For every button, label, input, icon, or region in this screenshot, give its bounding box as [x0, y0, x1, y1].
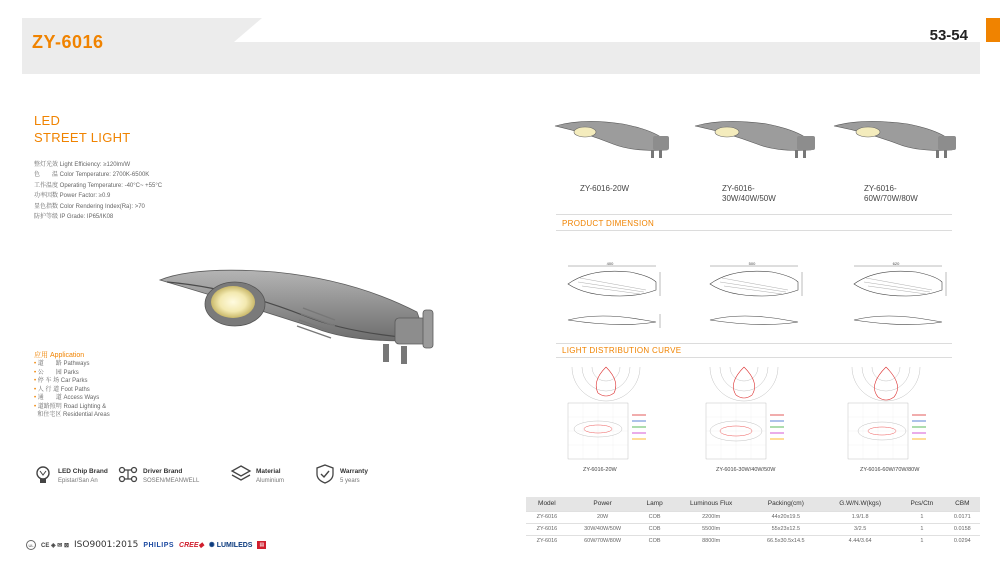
- dimension-drawing-30-50w: [702, 262, 812, 332]
- table-cell: ZY-6016: [526, 523, 568, 535]
- variant-caption-60-80w: ZY-6016- 60W/70W/80W: [864, 184, 918, 203]
- table-cell: 30W/40W/50W: [568, 523, 638, 535]
- table-cell: 66.5x30.5x14.5: [750, 535, 821, 547]
- dimension-drawing-20w: [560, 262, 668, 332]
- spec-item: 工作温度 Operating Temperature: -40°C~ +55°C: [34, 182, 163, 189]
- model-title: ZY-6016: [32, 32, 104, 52]
- dimension-label: 400: [606, 262, 614, 266]
- application-item: • 公 园 Parks: [34, 369, 79, 376]
- application-title: 应用 Application: [34, 352, 85, 359]
- table-header-cell: Pcs/Ctn: [899, 497, 944, 511]
- spec-list: [34, 160, 162, 222]
- feature-label: LED Chip Brand: [58, 468, 108, 475]
- light-distribution-curve-60-80w: [842, 363, 942, 463]
- section-title-curve: LIGHT DISTRIBUTION CURVE: [562, 346, 682, 355]
- light-distribution-curve-30-50w: [700, 363, 800, 463]
- feature-label: Warranty: [340, 468, 368, 475]
- application-item: • 道 路 Pathways: [34, 361, 90, 367]
- feature-value: 5 years: [340, 478, 360, 484]
- dimension-label: 500: [748, 262, 756, 266]
- curve-caption: ZY-6016-20W: [583, 467, 617, 473]
- table-cell: 1: [899, 511, 944, 523]
- application-item: • 通 道 Access Ways: [34, 395, 100, 401]
- divider-line: [556, 214, 952, 215]
- table-cell: 60W/70W/80W: [568, 535, 638, 547]
- table-cell: 5500lm: [672, 523, 751, 535]
- variant-30-50w-image: [693, 118, 821, 164]
- table-header-cell: Luminous Flux: [672, 497, 751, 511]
- brand-philips-logo: PHILIPS: [143, 541, 175, 549]
- led-chip-icon: [32, 463, 54, 485]
- street-light-main-image: [155, 266, 440, 376]
- feature-value: SOSEN/MEANWELL: [143, 478, 200, 484]
- page-number: 53-54: [929, 27, 968, 44]
- variant-60-80w-image: [832, 118, 962, 164]
- table-cell: 1: [899, 523, 944, 535]
- product-type-line2: STREET LIGHT: [34, 130, 131, 145]
- dimension-drawing-60-80w: [846, 262, 956, 332]
- brand-lumileds-logo: ✺ LUMILEDS: [208, 542, 253, 549]
- spec-table: [526, 497, 980, 547]
- table-cell: 20W: [568, 511, 638, 523]
- table-header-cell: Model: [526, 497, 568, 511]
- table-row: [526, 511, 980, 523]
- ce-rohs-marks-icon: CE ◈ ✉ ⊠: [41, 542, 70, 549]
- table-cell: COB: [637, 511, 671, 523]
- table-row: [526, 535, 980, 547]
- application-item: • 停 车 场 Car Parks: [34, 378, 88, 384]
- table-cell: 0.0158: [945, 523, 980, 535]
- table-cell: 0.0171: [945, 511, 980, 523]
- page-tab-marker: [986, 18, 1000, 42]
- feature-value: Epistar/San An: [58, 478, 98, 484]
- variant-20w-image: [553, 118, 673, 164]
- table-cell: 3/2.5: [821, 523, 899, 535]
- curve-caption: ZY-6016-30W/40W/50W: [716, 467, 776, 473]
- table-header-row: [526, 497, 980, 511]
- table-cell: COB: [637, 535, 671, 547]
- spec-item: 显色指数 Color Rendering Index(Ra): >70: [34, 203, 145, 210]
- driver-icon: [117, 463, 139, 485]
- spec-item: 色 温 Color Temperature: 2700K-6500K: [34, 172, 150, 179]
- curve-caption: ZY-6016-60W/70W/80W: [860, 467, 920, 473]
- application-list: [34, 360, 110, 420]
- table-cell: COB: [637, 523, 671, 535]
- ul-mark-icon: UL: [26, 540, 36, 550]
- warranty-shield-icon: [314, 463, 336, 485]
- table-cell: 1.9/1.8: [821, 511, 899, 523]
- table-cell: 0.0294: [945, 535, 980, 547]
- brand-box-logo: ▤: [259, 542, 265, 548]
- light-distribution-curve-20w: [562, 363, 662, 463]
- product-type-line1: LED: [34, 113, 61, 128]
- iso-certification: ISO9001:2015: [74, 540, 139, 550]
- application-item: • 人 行 道 Foot Paths: [34, 386, 90, 393]
- variant-caption-30-50w: ZY-6016- 30W/40W/50W: [722, 184, 776, 203]
- table-cell: 1: [899, 535, 944, 547]
- feature-label: Driver Brand: [143, 468, 183, 475]
- brand-cree-logo: CREE◆: [179, 542, 204, 549]
- section-title-dimension: PRODUCT DIMENSION: [562, 219, 655, 228]
- table-header-cell: G.W/N.W(kgs): [821, 497, 899, 511]
- table-row: [526, 523, 980, 535]
- table-cell: 55x23x12.5: [750, 523, 821, 535]
- spec-item: 功率因数 Power Factor: ≥0.9: [34, 193, 111, 200]
- divider-line: [556, 343, 952, 344]
- table-cell: 2200lm: [672, 511, 751, 523]
- header-cutout: [234, 18, 980, 42]
- table-header-cell: Lamp: [637, 497, 671, 511]
- dimension-label: 620: [892, 262, 900, 266]
- table-cell: 8800lm: [672, 535, 751, 547]
- application-item: • 道路照明 Road Lighting &: [34, 403, 107, 410]
- application-item: 和住宅区 Residential Areas: [37, 412, 110, 418]
- table-cell: 4.44/3.64: [821, 535, 899, 547]
- table-header-cell: Packing(cm): [750, 497, 821, 511]
- certification-row: [26, 538, 266, 552]
- table-cell: ZY-6016: [526, 535, 568, 547]
- table-cell: 44x20x19.5: [750, 511, 821, 523]
- material-layers-icon: [230, 463, 252, 485]
- variant-caption-20w: ZY-6016-20W: [580, 184, 630, 193]
- feature-value: Aluminium: [256, 478, 285, 484]
- divider-line: [556, 357, 952, 358]
- table-header-cell: CBM: [945, 497, 980, 511]
- feature-label: Material: [256, 468, 281, 475]
- spec-item: 防护等级 IP Grade: IP65/IK08: [34, 214, 114, 221]
- table-header-cell: Power: [568, 497, 638, 511]
- divider-line: [556, 230, 952, 231]
- spec-item: 整灯光效 Light Efficiency: ≥120lm/W: [34, 162, 131, 168]
- table-cell: ZY-6016: [526, 511, 568, 523]
